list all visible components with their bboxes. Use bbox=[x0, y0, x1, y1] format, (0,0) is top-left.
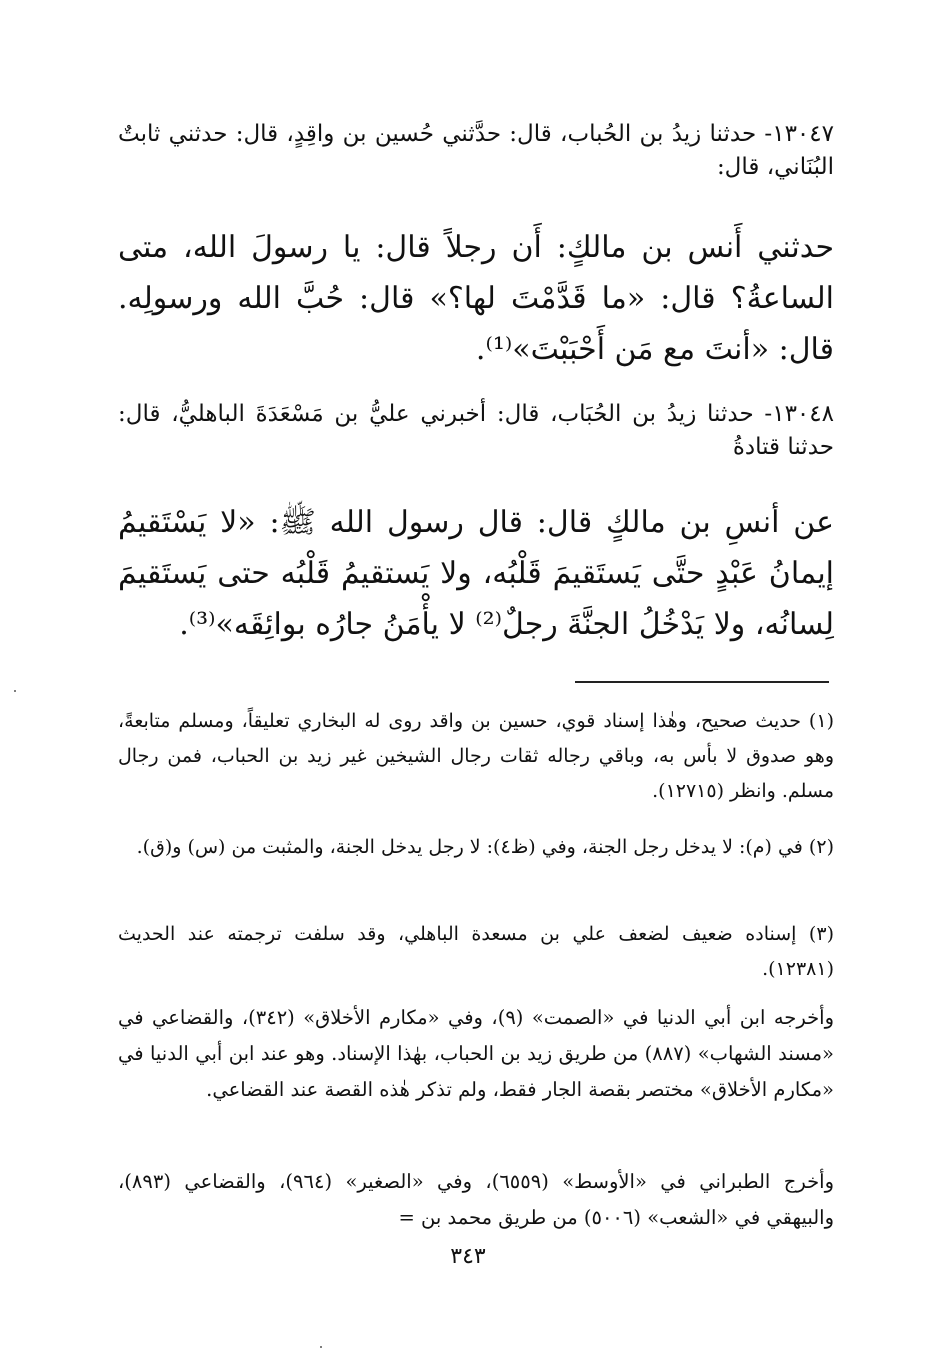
hadith-13048-text: عن أنسِ بن مالكٍ قال: قال رسول الله ﷺ: «لا يَسْتَقيمُ إيمانُ عَبْدٍ حتَّى يَستَقيمَ قَلْبُه، ولا يَستقيمُ قَلْبُه حتى يَستَقيمَ لِسانُه، ولا يَدْخُلُ الجنَّةَ رجلٌ⁽²⁾ لا يأْمَنُ جارُه بوائِقَه»⁽³⁾. bbox=[118, 505, 834, 642]
footnote-separator bbox=[575, 681, 829, 683]
scan-speck bbox=[320, 1346, 322, 1348]
footnote-3-continuation-2: وأخرج الطبراني في «الأوسط» (٦٥٥٩)، وفي «الصغير» (٩٦٤)، والقضاعي (٨٩٣)، والبيهقي في «الشعب» (٥٠٠٦) من طريق محمد بن = bbox=[118, 1170, 834, 1229]
footnote-3-continuation-1: وأخرجه ابن أبي الدنيا في «الصمت» (٩)، وفي «مكارم الأخلاق» (٣٤٢)، والقضاعي في «مسند الشهاب» (٨٨٧) من طريق زيد بن الحباب، بهٰذا الإسناد. وهو عند ابن أبي الدنيا في «مكارم الأخلاق» مختصر بقصة الجار فقط، ولم تذكر هٰذه القصة عند القضاعي. bbox=[118, 1006, 834, 1101]
hadith-13047-text: حدثني أَنس بن مالكٍ: أَن رجلاً قال: يا رسولَ الله، متى الساعةُ؟ قال: «ما قَدَّمْتَ لها؟» قال: حُبَّ الله ورسولِه. قال: «أنتَ مع مَن أَحْبَبْتَ»⁽¹⁾. bbox=[118, 230, 834, 367]
page-number: ٣٤٣ bbox=[450, 1244, 486, 1269]
footnote-2: (٢) في (م): لا يدخل رجل الجنة، وفي (ظ٤): لا رجل يدخل الجنة، والمثبت من (س) و(ق). bbox=[136, 836, 834, 858]
hadith-13047-chain: ١٣٠٤٧- حدثنا زيدُ بن الحُباب، قال: حدَّثني حُسين بن واقِدٍ، قال: حدثني ثابتٌ البُنَاني، قال: bbox=[118, 121, 834, 180]
footnote-3: (٣) إسناده ضعيف لضعف علي بن مسعدة الباهلي، وقد سلفت ترجمته عند الحديث (١٢٣٨١). bbox=[118, 923, 834, 980]
footnote-1: (١) حديث صحيح، وهٰذا إسناد قوي، حسين بن واقد روى له البخاري تعليقاً، ومسلم متابعةً، وهو صدوق لا بأس به، وباقي رجاله ثقات رجال الشيخين غير زيد بن الحباب، فمن رجال مسلم. وانظر (١٢٧١٥). bbox=[118, 710, 834, 802]
hadith-13048-chain: ١٣٠٤٨- حدثنا زيدُ بن الحُبَاب، قال: أخبرني عليُّ بن مَسْعَدَةَ الباهليُّ، قال: حدثنا قتادةُ bbox=[118, 401, 834, 460]
scan-speck bbox=[14, 690, 16, 692]
